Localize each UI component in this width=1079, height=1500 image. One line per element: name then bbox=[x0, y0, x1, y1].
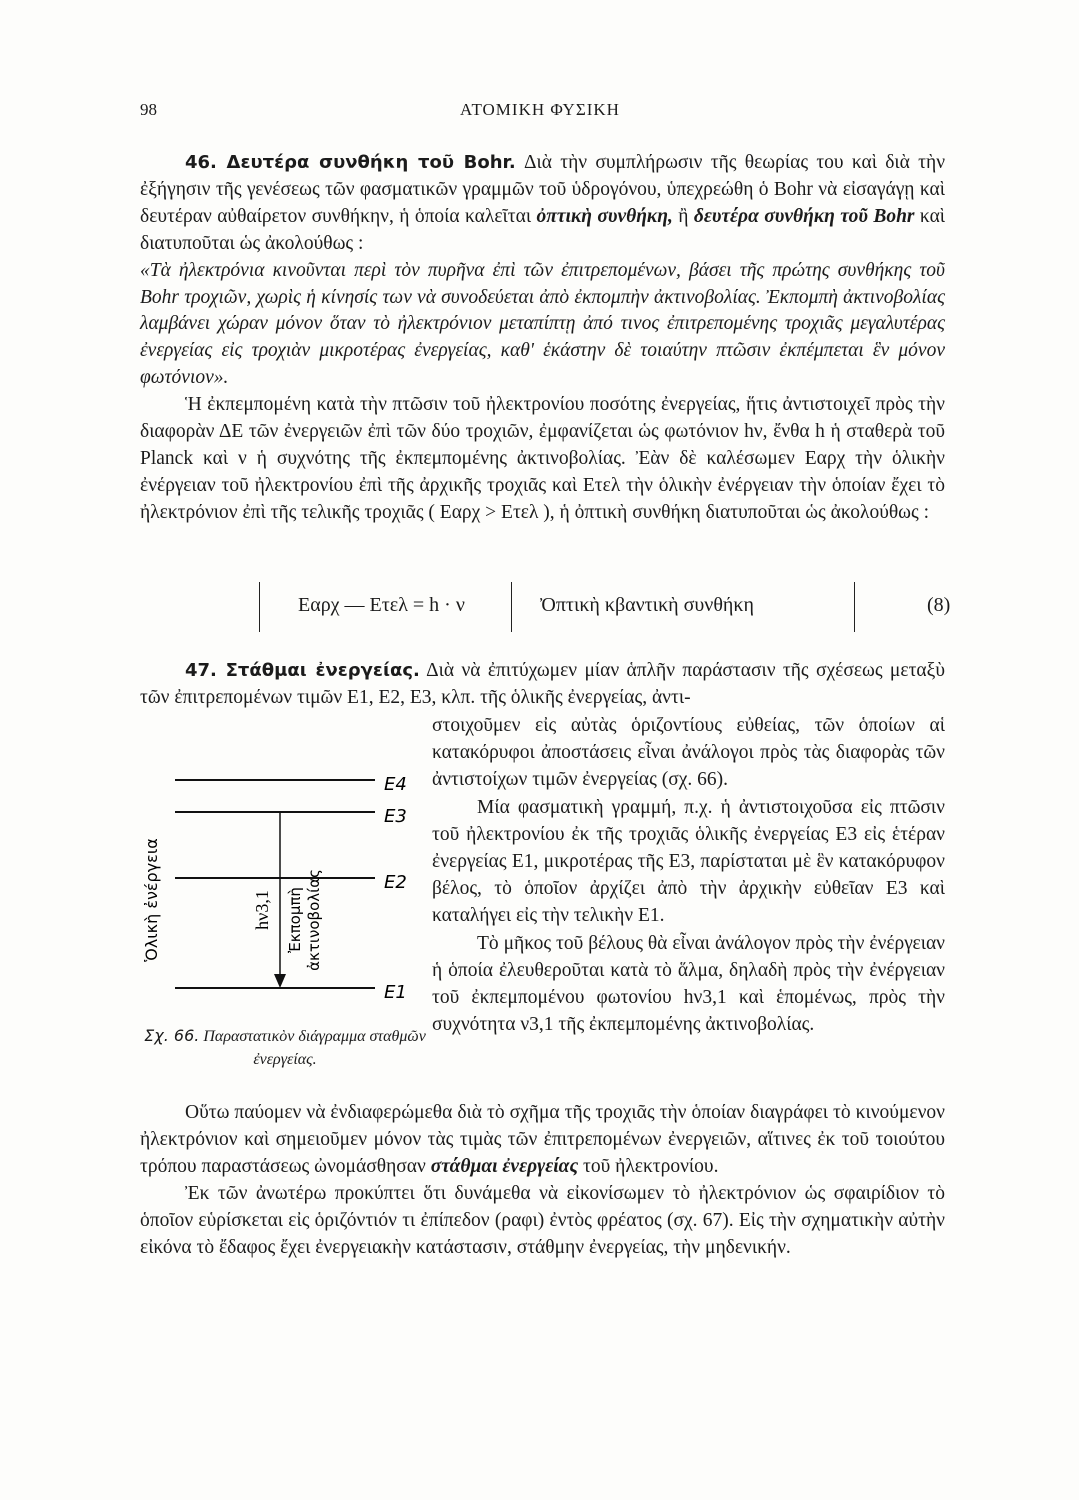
section-47-heading: 47. Στάθμαι ἐνεργείας. bbox=[185, 660, 420, 681]
section-47-paragraph-1-right: στοιχοῦμεν εἰς αὐτὰς ὁριζοντίους εὐθείας, τῶν ὁποίων αἱ κατακόρυφοι ἀποστάσεις εἶναι ἀνάλογοι πρὸς τὰς διαφορὰς τῶν ἀντιστοίχων τιμῶν ἐνεργείας (σχ. 66). bbox=[432, 715, 945, 791]
emission-arrow-head bbox=[274, 974, 286, 988]
arrow-label-hv31: hν3,1 bbox=[252, 890, 272, 930]
equation-label: Ὀπτικὴ κβαντικὴ συνθήκη bbox=[540, 594, 754, 616]
caption-text: Παραστατικὸν διάγραμμα σταθμῶν ἐνεργείας. bbox=[203, 1028, 426, 1068]
term-second-condition: δευτέρα συνθήκη τοῦ Bohr bbox=[693, 205, 915, 227]
equation-divider bbox=[511, 582, 512, 632]
term-optical-condition: ὀπτικὴ συνθήκη, bbox=[536, 205, 673, 227]
section-47-paragraph-2: Μία φασματικὴ γραμμή, π.χ. ἡ ἀντιστοιχοῦσα εἰς πτῶσιν τοῦ ἠλεκτρονίου ἐκ τῆς τροχιᾶς ὁλικῆς ἐνεργείας E3 εἰς ἑτέραν ἐνεργείας E1, μικροτέρας τῆς E3, παρίσταται μὲ ἓν κατακόρυφον βέλος, τὸ ὁποῖον ἀρχίζει ἀπὸ τὴν ἀρχικὴν εὐθεῖαν E3 καὶ καταλήγει εἰς τὴν τελικὴν E1. bbox=[432, 796, 945, 927]
level-label-e4: E4 bbox=[384, 774, 407, 795]
text-run: Διὰ τὴν συμπλήρωσιν τῆς θεωρίας του καὶ διὰ τὴν ἐξήγησιν τῆς γενέσεως τῶν φασματικῶν γραμμῶν τοῦ ὑδρογόνου, ὑπεχρεώθη ὁ Bohr νὰ εἰσαγάγῃ καὶ δευτέραν αὐθαίρετον συνθήκην, ἡ ὁποία καλεῖται bbox=[140, 152, 946, 227]
equation-formula: Eαρχ — Eτελ = h · ν bbox=[298, 594, 465, 616]
text-run: Οὕτω παύομεν νὰ ἐνδιαφερώμεθα διὰ τὸ σχῆμα τῆς τροχιᾶς τὴν ὁποίαν διαγράφει τὸ κινούμενον ἠλεκτρόνιον καὶ σημειοῦμεν μόνον τὰς τιμὰς τῶν ἐπιτρεπομένων ἐνεργειῶν, αἵτινες ἐκ τοῦ τοιούτου τρόπου παραστάσεως ὠνομάσθησαν bbox=[140, 1102, 945, 1177]
axis-label-total-energy: Ὁλικὴ ἐνέργεια bbox=[142, 838, 161, 962]
running-head: ΑΤΟΜΙΚΗ ΦΥΣΙΚΗ bbox=[460, 100, 620, 119]
page-number: 98 bbox=[140, 100, 157, 119]
emission-label-line-1: Ἐκπομπὴ bbox=[286, 887, 304, 953]
energy-level-diagram bbox=[130, 760, 420, 1020]
text-run: τοῦ ἠλεκτρονίου. bbox=[583, 1155, 719, 1177]
section-46-paragraph-1 bbox=[140, 150, 945, 258]
section-47-intro bbox=[140, 658, 945, 712]
text-run: καὶ διατυποῦται ὡς ἀκολούθως : bbox=[140, 205, 946, 254]
text-run: ἢ bbox=[678, 205, 689, 227]
caption-number: Σχ. 66. bbox=[144, 1026, 200, 1045]
level-label-e2: E2 bbox=[384, 872, 407, 893]
section-46-heading: 46. Δευτέρα συνθήκη τοῦ Bohr. bbox=[185, 152, 516, 173]
section-46 bbox=[140, 150, 945, 527]
energy-level-svg bbox=[130, 760, 420, 1020]
equation-number: (8) bbox=[927, 594, 951, 616]
level-label-e1: E1 bbox=[384, 982, 407, 1003]
level-label-e3: E3 bbox=[384, 806, 407, 827]
bohr-quote: «Τὰ ἠλεκτρόνια κινοῦνται περὶ τὸν πυρῆνα ἐπὶ τῶν ἐπιτρεπομένων, βάσει τῆς πρώτης συνθήκης τοῦ Bohr τροχιῶν, χωρὶς ἡ κίνησίς των νὰ συνοδεύεται ἀπὸ ἐκπομπὴν ἀκτινοβολίας. Ἐκπομπὴ ἀκτινοβολίας λαμβάνει χώραν μόνον ὅταν τὸ ἠλεκτρόνιον μεταπίπτῃ ἀπό τινος ἐπιτρεπομένης τροχιᾶς μεγαλυτέρας ἐνεργείας εἰς τροχιὰν μικροτέρας ἐνεργείας, καθ' ἑκάστην δὲ τοιαύτην πτῶσιν ἐκπέμπεται ἓν μόνον φωτόνιον». bbox=[140, 259, 945, 389]
section-47-paragraph-1-top bbox=[140, 658, 945, 712]
text-run: Διὰ νὰ ἐπιτύχωμεν μίαν ἁπλῆν παράστασιν τῆς σχέσεως μεταξὺ τῶν ἐπιτρεπομένων τιμῶν E1, E2, E3, κλπ. τῆς ὁλικῆς ἐνεργείας, ἀντι- bbox=[140, 660, 945, 708]
section-46-paragraph-2: Ἡ ἐκπεμπομένη κατὰ τὴν πτῶσιν τοῦ ἠλεκτρονίου ποσότης ἐνεργείας, ἥτις ἀντιστοιχεῖ πρὸς τὴν διαφορὰν ΔΕ τῶν ἐνεργειῶν ἐπὶ τῶν δύο τροχιῶν, ἐμφανίζεται ὡς φωτόνιον hν, ἔνθα h ἡ σταθερὰ τοῦ Planck καὶ ν ἡ συχνότης τῆς ἐκπεμπομένης ἀκτινοβολίας. Ἐὰν δὲ καλέσωμεν Eαρχ τὴν ὁλικὴν ἐνέργειαν τοῦ ἠλεκτρονίου ἐπὶ τῆς ἀρχικῆς τροχιᾶς καὶ Eτελ τὴν ὁλικὴν ἐνέργειαν τὴν ὁποίαν ἔχει τὸ ἠλεκτρόνιον ἐπὶ τῆς τελικῆς τροχιᾶς ( Eαρχ > Eτελ ), ἡ ὀπτικὴ συνθήκη διατυποῦται ὡς ἀκολούθως : bbox=[140, 394, 945, 523]
equation-box bbox=[259, 582, 855, 632]
term-energy-levels: στάθμαι ἐνεργείας bbox=[430, 1155, 579, 1177]
page-header bbox=[140, 100, 940, 130]
section-47-paragraph-4 bbox=[140, 1100, 945, 1181]
figure-caption bbox=[140, 1024, 430, 1071]
section-47-paragraph-3: Τὸ μῆκος τοῦ βέλους θὰ εἶναι ἀνάλογον πρὸς τὴν ἐνέργειαν ἡ ὁποία ἐλευθεροῦται κατὰ τὸ ἅλμα, δηλαδὴ πρὸς τὴν ἐνέργειαν τοῦ ἐκπεμπομένου φωτονίου hν3,1 καὶ ἑπομένως, πρὸς τὴν συχνότητα ν3,1 τῆς ἐκπεμπομένης ἀκτινοβολίας. bbox=[432, 932, 945, 1036]
section-47-paragraph-5: Ἐκ τῶν ἀνωτέρω προκύπτει ὅτι δυνάμεθα νὰ εἰκονίσωμεν τὸ ἠλεκτρόνιον ὡς σφαιρίδιον τὸ ὁποῖον εὑρίσκεται εἰς ὁριζόντιόν τι ἐπίπεδον (ραφι) ἐντὸς φρέατος (σχ. 67). Εἰς τὴν σχηματικὴν αὐτὴν εἰκόνα τὸ ἔδαφος ἔχει ἐνεργειακὴν κατάστασιν, στάθμην ἐνεργείας, τὴν μηδενικήν. bbox=[140, 1182, 945, 1258]
section-47-closing bbox=[140, 1100, 945, 1261]
emission-label-line-2: ἀκτινοβολίας bbox=[305, 869, 323, 971]
section-47-right-column bbox=[432, 712, 945, 1038]
